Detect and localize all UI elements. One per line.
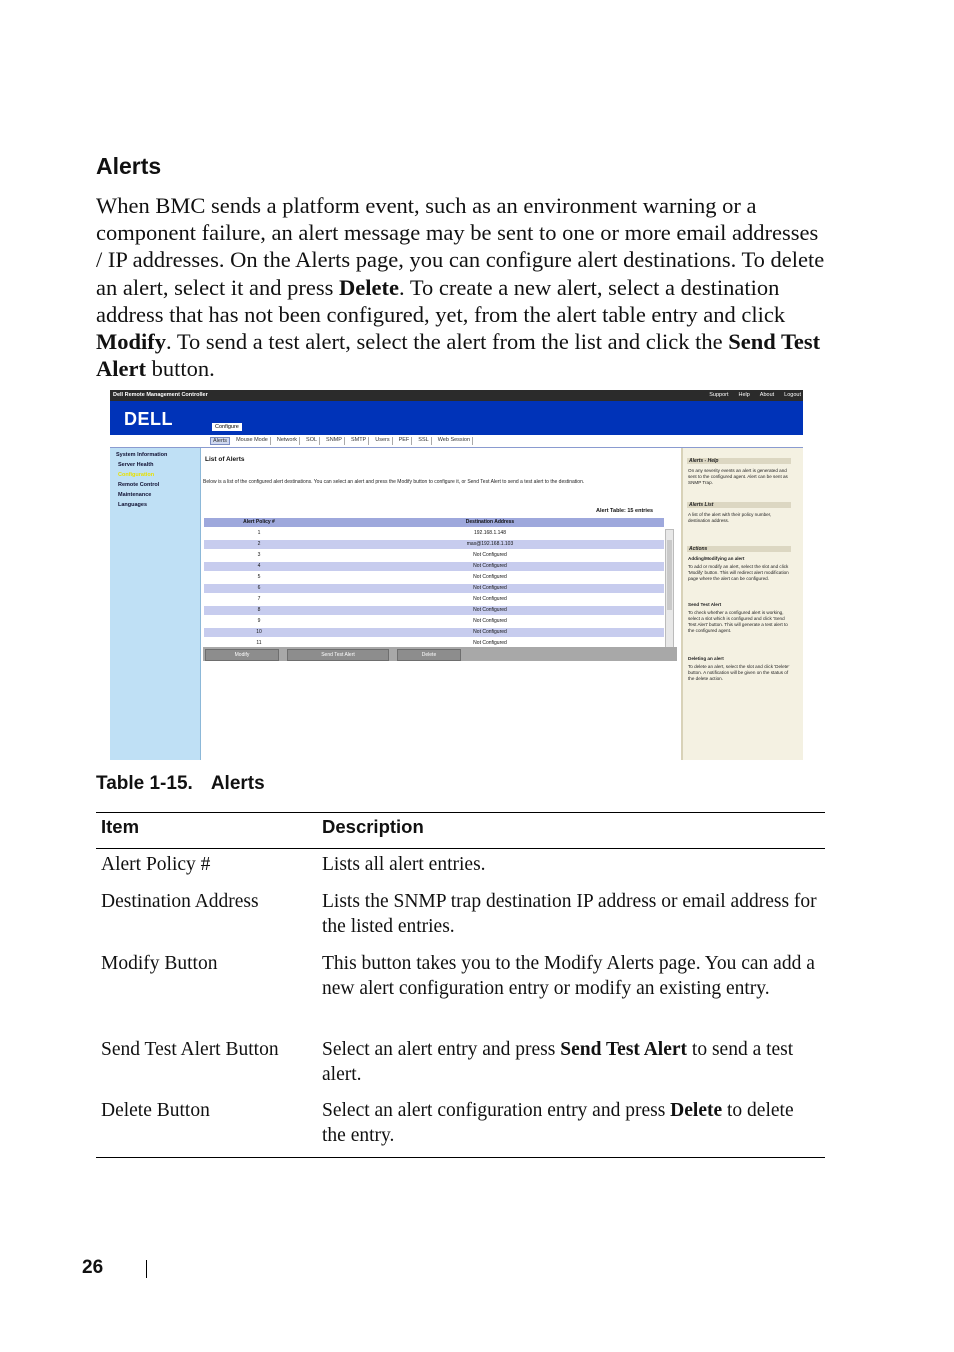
button-bar [203, 647, 677, 661]
tab-network[interactable]: Network [275, 437, 300, 445]
about-link[interactable]: About [759, 392, 775, 398]
policy-cell: 3 [257, 552, 261, 558]
sidebar-item-configuration[interactable]: Configuration [118, 472, 155, 478]
top-links [709, 392, 801, 398]
desc-text: to delete the entry. [322, 1100, 794, 1146]
sidebar-item-remote-control[interactable]: Remote Control [118, 482, 160, 488]
table-row[interactable] [204, 628, 664, 637]
nav-tabs [210, 437, 473, 445]
configure-tab[interactable]: Configure [212, 423, 242, 431]
scrollbar-thumb[interactable] [667, 540, 672, 610]
address-cell: Not Configured [473, 618, 507, 624]
tab-users[interactable]: Users [373, 437, 392, 445]
help-add-head: Adding/Modifying an alert [688, 556, 745, 561]
table-header [204, 518, 664, 527]
help-alerts-list-head: Alerts List [687, 502, 791, 508]
help-panel [681, 448, 803, 760]
table-header-item: Item [101, 816, 140, 837]
address-cell: Not Configured [473, 552, 507, 558]
address-cell: Not Configured [473, 585, 507, 591]
table-row[interactable] [204, 551, 664, 560]
table-row[interactable] [204, 562, 664, 571]
sidebar-item-maintenance[interactable]: Maintenance [118, 492, 152, 498]
table-row[interactable] [204, 595, 664, 604]
row-item-send-test-alert-button: Send Test Alert Button [101, 1039, 279, 1060]
help-delete-head: Deleting an alert [688, 656, 724, 661]
help-delete-text: To delete an alert, select the slot and click 'Delete' button. A notification will be given on the status of the delete action. [688, 664, 790, 681]
policy-cell: 1 [257, 530, 261, 536]
sidebar [110, 448, 201, 760]
address-cell: Not Configured [473, 596, 507, 602]
caption-title: Alerts [210, 773, 265, 794]
window-title: Dell Remote Management Controller [113, 392, 208, 398]
address-cell: Not Configured [473, 629, 507, 635]
help-title: Alerts - Help [687, 458, 791, 464]
row-item-destination-address: Destination Address [101, 891, 259, 912]
policy-cell: 5 [257, 574, 261, 580]
sidebar-item-server-health[interactable]: Server Health [118, 462, 154, 468]
config-nav [110, 435, 803, 448]
table-row[interactable] [204, 540, 664, 549]
intro-delete-term: Delete [339, 274, 399, 300]
tab-mouse-mode[interactable]: Mouse Mode [234, 437, 271, 445]
row-item-modify-button: Modify Button [101, 953, 218, 974]
banner [110, 401, 803, 435]
alert-count: Alert Table: 15 entries [596, 508, 654, 514]
help-test-head: Send Test Alert [688, 602, 722, 607]
table-bottom-rule [96, 1157, 825, 1158]
policy-cell: 10 [256, 629, 262, 635]
row-desc-modify-button: This button takes you to the Modify Alerts page. You can add a new alert configuration entry or modify an existing entry. [322, 953, 815, 999]
intro-modify-term: Modify [96, 329, 166, 355]
delete-button[interactable]: Delete [397, 649, 461, 661]
modify-button[interactable]: Modify [205, 649, 279, 661]
alerts-page-screenshot [110, 390, 803, 760]
intro-paragraph [96, 192, 826, 382]
table-caption [96, 773, 265, 795]
intro-text-2: . To create a new alert, select a destination address that has not been configured, yet, from the alert table entry and click [96, 274, 786, 327]
row-item-delete-button: Delete Button [101, 1100, 210, 1121]
help-test-text: To check whether a configured alert is working, select a slot which is configured and click 'Send Test Alert' button. This will generate a test alert to the configured agent. [688, 610, 788, 633]
list-description: Below is a list of the configured alert destinations. You can select an alert and press the Modify button to configure it, or Send Test Alert to send a test alert to the destination. [203, 479, 585, 485]
tab-smtp[interactable]: SMTP [349, 437, 369, 445]
intro-send-test-alert-term: Send Test Alert [96, 329, 821, 382]
policy-cell: 4 [257, 563, 261, 569]
address-cell: Not Configured [473, 607, 507, 613]
support-link[interactable]: Support [709, 392, 729, 398]
help-actions-head: Actions [687, 546, 791, 552]
policy-cell: 2 [257, 541, 261, 547]
desc-text: to send a test alert. [322, 1039, 794, 1085]
help-link[interactable]: Help [738, 392, 750, 398]
table-scrollbar[interactable] [665, 529, 674, 648]
tab-pef[interactable]: PEF [397, 437, 413, 445]
address-cell: 192.168.1.148 [474, 530, 506, 536]
table-row[interactable] [204, 529, 664, 538]
help-alerts-list-text: A list of the alert with their policy number, destination address. [688, 512, 772, 523]
intro-text-1: When BMC sends a platform event, such as an environment warning or a component failure, an alert message may be sent to one or more email addresses / IP addresses. On the Alerts page, you can configure alert destinations. To delete an alert, select it and press [96, 193, 825, 300]
page-number: 26 [82, 1257, 104, 1278]
tab-web-session[interactable]: Web Session [436, 437, 473, 445]
page-separator [146, 1260, 147, 1278]
table-row[interactable] [204, 584, 664, 593]
row-item-alert-policy: Alert Policy # [101, 854, 211, 875]
dell-logo: DELL [124, 409, 173, 429]
address-cell: Not Configured [473, 574, 507, 580]
address-cell: Not Configured [473, 640, 507, 646]
send-test-alert-button[interactable]: Send Test Alert [287, 649, 389, 661]
policy-cell: 6 [257, 585, 261, 591]
row-desc-alert-policy: Lists all alert entries. [322, 854, 486, 875]
table-top-rule [96, 812, 825, 813]
col-destination-address[interactable]: Destination Address [465, 519, 515, 525]
row-desc-delete-button [322, 1098, 822, 1148]
desc-text: Select an alert configuration entry and press [322, 1100, 671, 1121]
intro-text-4: button. [145, 356, 215, 382]
sidebar-item-languages[interactable]: Languages [118, 502, 148, 508]
help-add-text: To add or modify an alert, select the slot and click 'Modify' button. This will redirect alert modification page where the alert can be configured. [688, 564, 789, 581]
main-content [201, 448, 680, 760]
tab-ssl[interactable]: SSL [416, 437, 431, 445]
desc-term: Delete [670, 1100, 723, 1121]
address-cell: max@192.168.1.103 [466, 541, 514, 547]
intro-text-3: . To send a test alert, select the alert from the list and click the [166, 329, 729, 355]
logout-link[interactable]: Logout [784, 392, 801, 398]
policy-cell: 8 [257, 607, 261, 613]
tab-alerts[interactable]: Alerts [210, 437, 230, 445]
policy-cell: 9 [257, 618, 261, 624]
list-title: List of Alerts [205, 456, 245, 463]
tab-sol[interactable]: SOL [304, 437, 320, 445]
row-desc-destination-address: Lists the SNMP trap destination IP address or email address for the listed entries. [322, 891, 817, 937]
desc-text: Select an alert entry and press [322, 1039, 561, 1060]
policy-cell: 11 [256, 640, 262, 646]
policy-cell: 7 [257, 596, 261, 602]
row-desc-send-test-alert-button [322, 1037, 822, 1087]
help-intro: On any severity events an alert is generated and sent to the configured agent. Alert can be sent as SNMP Trap. [688, 468, 788, 485]
table-header-rule [96, 848, 825, 849]
section-heading: Alerts [96, 153, 162, 179]
window-titlebar [110, 390, 803, 401]
address-cell: Not Configured [473, 563, 507, 569]
table-row[interactable] [204, 573, 664, 582]
table-header-description: Description [322, 816, 424, 837]
table-row[interactable] [204, 617, 664, 626]
tab-snmp[interactable]: SNMP [324, 437, 345, 445]
col-alert-policy[interactable]: Alert Policy # [243, 519, 275, 525]
caption-number: Table 1-15. [96, 773, 193, 794]
sidebar-item-system-information[interactable]: System Information [116, 452, 168, 458]
desc-term: Send Test Alert [560, 1039, 688, 1060]
table-row[interactable] [204, 606, 664, 615]
